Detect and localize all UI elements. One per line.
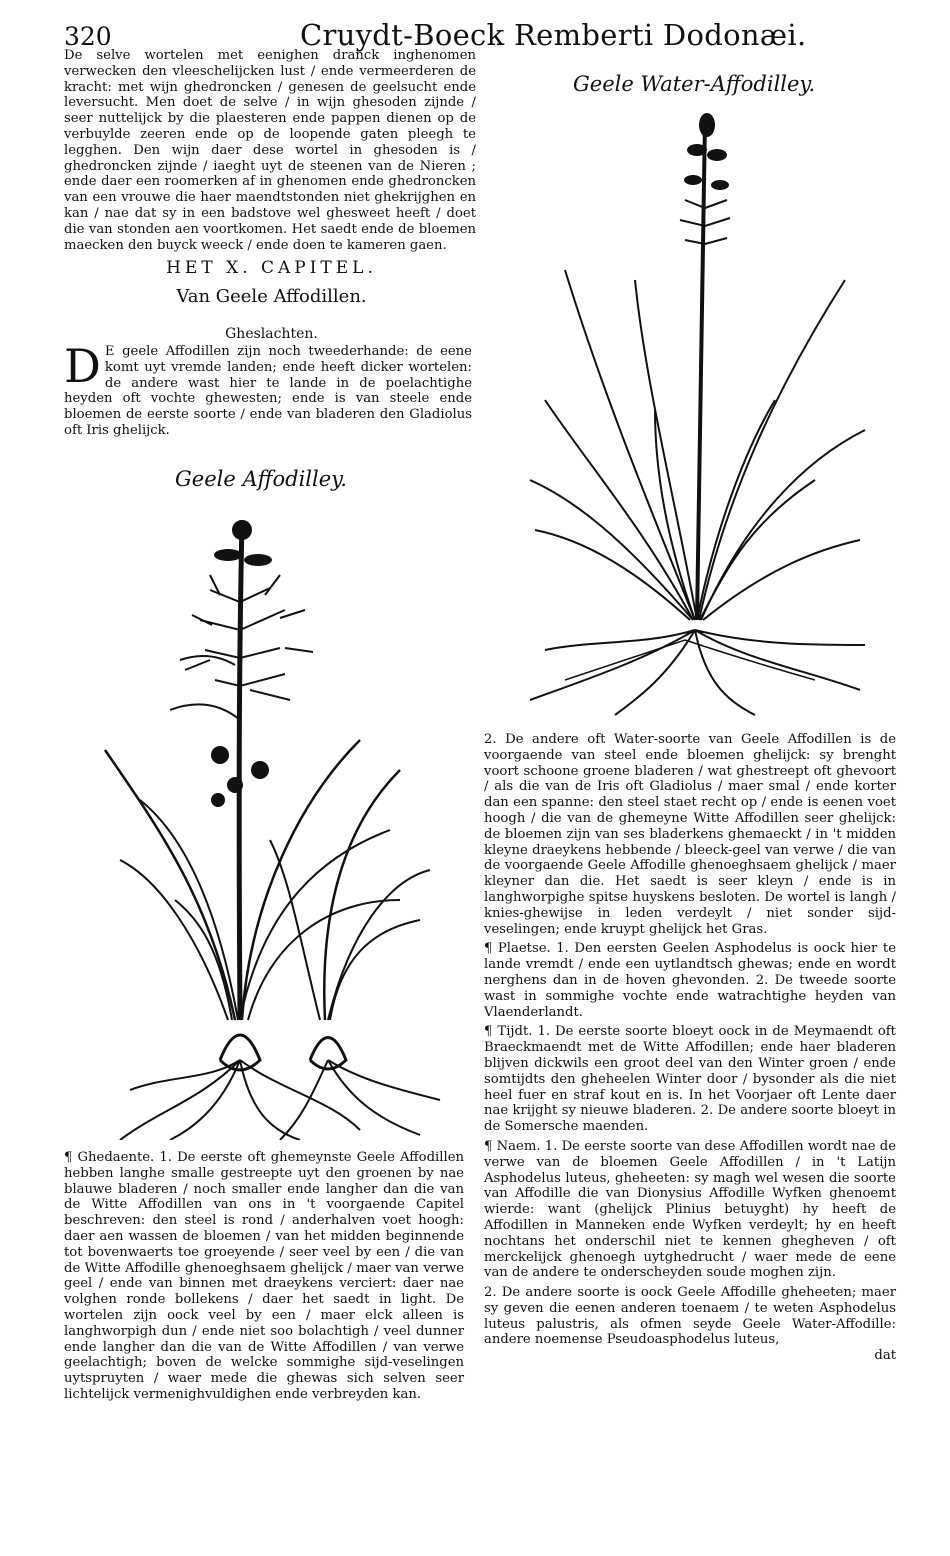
- left-figure-caption: Geele Affodilley.: [175, 467, 347, 491]
- intro-text: E geele Affodillen zijn noch tweederhande: de eene komt uyt vremde landen; ende heeft dicker wortelen: de andere wast hier te lande in de poelachtighe heyden oft vochte ghewesten; ende is van steele ende bloemen de eerste soorte / ende van bladeren den Gladiolus oft Iris ghelijck.: [64, 344, 472, 438]
- page-number: 320: [64, 22, 112, 51]
- yellow-asphodel-woodcut: [100, 500, 450, 1140]
- chapter-intro: [64, 339, 472, 439]
- water-asphodel-paragraph: 2. De andere oft Water-soorte van Geele Affodillen is de voorgaende van steel ende bloemen ghelijck: sy brenght voort schoone groene bladeren / wat ghestreept oft ghevoort / als die van de Iris oft Gladiolus / maer smal / ende korter dan een spanne: den steel staet recht op / ende is eenen voet hoogh / die van de ghemeyne Witte Affodillen seer ghelijck: de bloemen zijn van ses bladerkens ghemaeckt / in 't midden kleyne draeykens hebbende / bleeck-geel van verwe / die van de voorgaende Geele Affodille ghenoeghsaem ghelijck / maer kleyner dan die. Het saedt is seer kleyn / ende is in langhworpighe spitse huyskens besloten. De wortel is langh / knies-ghewijse in leden verdeylt / niet sonder sijd-veselingen; ende kruypt ghelijck het Gras.: [484, 732, 896, 937]
- section-heading: Gheslachten.: [225, 326, 318, 342]
- yellow-water-asphodel-woodcut: [525, 100, 870, 720]
- chapter-number: HET X. CAPITEL.: [166, 258, 377, 278]
- description-paragraph: ¶ Ghedaente. 1. De eerste oft ghemeynste Geele Affodillen hebben langhe smalle gestreepte uyt den groenen by nae blauwe bladeren / noch smaller ende langher dan die van de Witte Affodillen van ons in 't voorgaende Capitel beschreven: den steel is rond / anderhalven voet hoogh: daer aen wassen de bloemen / van het midden beginnende tot bovenwaerts toe groeyende / seer veel by een / die van de Witte Affodille ghenoeghsaem ghelijck / maer van verwe geel / ende van binnen met draeykens verciert: daer nae volghen ronde bollekens / daer het saedt in light. De wortelen zijn oock veel by een / maer elck alleen is langhworpigh dun / ende niet soo bolachtigh / veel dunner ende langher dan die van de Witte Affodillen / van verwe geelachtigh; boven de welcke sommighe sijd-veselingen uytspruyten / waer mede die ghewas sich selven seer lichtelijck vermenighvuldighen ende verbreyden kan.: [64, 1150, 464, 1402]
- time-paragraph: ¶ Tijdt. 1. De eerste soorte bloeyt oock in de Meymaendt oft Braeckmaendt met de Witte Affodillen; ende haer bladeren blijven dickwils een groot deel van den Winter groen / ende somtijdts den gheheelen Winter door / bysonder als die niet heel fuer en straf kout en is. In het Voorjaer oft Lente daer nae krijght sy nieuwe bladeren. 2. De andere soorte bloeyt in de Somersche maenden.: [484, 1024, 896, 1135]
- top-text: De selve wortelen met eenighen dranck inghenomen verwecken den vleeschelijcken lust / ende vermeerderen de kracht: met wijn ghedroncken / genesen de geelsucht ende leversucht. Men doet de selve / in wijn ghesoden zijnde / seer nuttelijck by die plaesteren ende pappen dienen op de verbuylde zeeren ende op de loopende gaten pleegh te legghen. Den wijn daer dese wortel in ghesoden is / ghedroncken zijnde / iaeght uyt de steenen van de Nieren ; ende daer een roomerken af in ghenomen ende ghedroncken van een vrouwe die haer maendtstonden niet ghekrijghen en kan / nae dat sy in een badstove wel ghesweet heeft / doet die van stonden aen voortkomen. Het saedt ende de bloemen maecken den buyck weeck / ende doen te kameren gaen.: [64, 48, 476, 253]
- name-paragraph: ¶ Naem. 1. De eerste soorte van dese Affodillen wordt nae de verwe van de bloemen Geele Affodillen / in 't Latijn Asphodelus luteus, gheheeten: sy magh wel wesen die soorte van Affodille die van Dionysius Affodille Wyfken ghenoemt wierde: want (ghelijck Plinius betuyght) hy heeft de Affodillen in Manneken ende Wyfken verdeylt; hy en heeft nochtans het onderschil niet te kennen ghegheven / oft merckelijck ghenoegh uytghedrucht / waer mede de eene van de andere te onderscheyden soude moghen zijn.: [484, 1138, 896, 1281]
- running-title: Cruydt-Boeck Remberti Dodonæi.: [300, 18, 807, 52]
- chapter-title: Van Geele Affodillen.: [176, 286, 367, 307]
- drop-cap: D: [64, 339, 101, 393]
- right-column-text: [484, 732, 896, 1364]
- place-paragraph: ¶ Plaetse. 1. Den eersten Geelen Asphodelus is oock hier te lande vremdt / ende een uytlandtsch ghewas; ende en wordt nerghens dan in de hoven ghevonden. 2. De tweede soorte wast in sommighe vochte ende watrachtighe heyden van Vlaenderlandt.: [484, 941, 896, 1020]
- left-column-description: [64, 1150, 464, 1403]
- top-left-paragraph: [64, 48, 476, 253]
- second-name-paragraph: 2. De andere soorte is oock Geele Affodille gheheeten; maer sy geven die eenen anderen toenaem / te weten Asphodelus luteus palustris, als ofmen seyde Geele Water-Affodille: andere noemense Pseudoasphodelus luteus,: [484, 1285, 896, 1348]
- right-figure-caption: Geele Water-Affodilley.: [573, 72, 816, 96]
- catchword: dat: [874, 1348, 896, 1364]
